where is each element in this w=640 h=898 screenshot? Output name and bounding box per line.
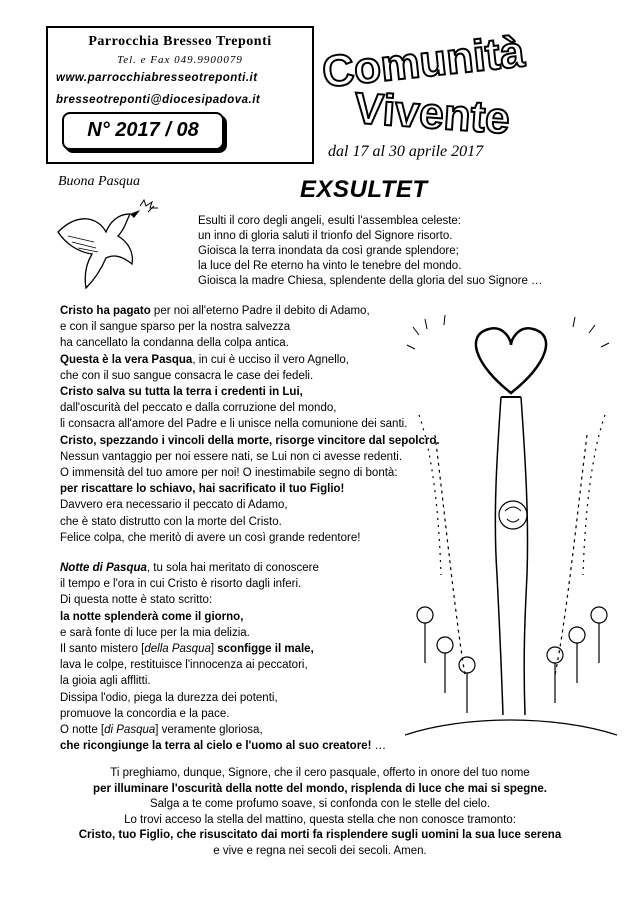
masthead-line1: Comunità bbox=[319, 27, 527, 98]
closing-line: per illuminare l'oscurità della notte del mondo, risplenda di luce che mai si spegne. bbox=[93, 782, 547, 795]
verse-line: Felice colpa, che meritò di avere un così grande redentore! bbox=[60, 531, 361, 544]
verse-line bbox=[60, 303, 460, 319]
verse-text: Il santo mistero [ bbox=[60, 643, 145, 656]
parish-email[interactable]: bresseotreponti@diocesipadova.it bbox=[56, 94, 261, 106]
closing-line: Lo trovi acceso la stella del mattino, questa stella che non conosce tramonto: bbox=[124, 813, 516, 826]
masthead-line2: Vivente bbox=[352, 83, 512, 144]
verse-line: ha cancellato la condanna della colpa antica. bbox=[60, 337, 289, 350]
verse-line: dall'oscurità del peccato e dalla corruzione del mondo, bbox=[60, 402, 337, 415]
date-range: dal 17 al 30 aprile 2017 bbox=[328, 143, 484, 160]
verse-line bbox=[60, 738, 420, 754]
verse-line: per riscattare lo schiavo, hai sacrificato il tuo Figlio! bbox=[60, 483, 345, 496]
closing-prayer bbox=[20, 766, 620, 860]
closing-line: Salga a te come profumo soave, si confonda con le stelle del cielo. bbox=[149, 798, 491, 811]
verse-line: che con il suo sangue consacra le case dei fedeli. bbox=[60, 369, 314, 382]
verse-text: per noi all'eterno Padre il debito di Adamo, bbox=[150, 305, 370, 317]
verse-text: … bbox=[371, 740, 387, 753]
page-title: EXSULTET bbox=[300, 176, 428, 203]
verse-emphasis: Notte di Pasqua bbox=[60, 562, 147, 574]
verse-line: il tempo e l'ora in cui Cristo è risorto dagli inferi. bbox=[60, 578, 302, 591]
verse-emphasis: Questa è la vera Pasqua bbox=[60, 353, 193, 366]
intro-line: Esulti il coro degli angeli, esulti l'assemblea celeste: bbox=[198, 215, 461, 227]
verse-emphasis: Cristo ha pagato bbox=[60, 305, 151, 317]
verse-line: e sarà fonte di luce per la mia delizia. bbox=[60, 626, 250, 639]
intro-verse bbox=[198, 214, 598, 289]
verse-italic: della Pasqua bbox=[144, 643, 211, 656]
verse-line: Dissipa l'odio, piega la durezza dei potenti, bbox=[60, 691, 278, 704]
verse-line bbox=[60, 352, 460, 368]
verse-line: e con il sangue sparso per la nostra salvezza bbox=[60, 321, 291, 334]
verse-line bbox=[60, 641, 420, 657]
exsultet-part1 bbox=[60, 303, 460, 546]
verse-line: promuove la concordia e la pace. bbox=[60, 707, 230, 720]
heart-flame bbox=[476, 328, 546, 393]
verse-line bbox=[60, 560, 420, 576]
verse-line bbox=[60, 722, 420, 738]
verse-text: O notte [ bbox=[60, 724, 105, 737]
parish-phone: Tel. e Fax 049.9900079 bbox=[117, 54, 243, 66]
closing-line: e vive e regna nei secoli dei secoli. Amen. bbox=[213, 844, 427, 857]
verse-line: Davvero era necessario il peccato di Adamo, bbox=[60, 499, 288, 512]
intro-line: un inno di gloria saluti il trionfo del Signore risorto. bbox=[198, 230, 453, 242]
verse-emphasis: che ricongiunge la terra al cielo e l'uomo al suo creatore! bbox=[60, 740, 372, 753]
verse-line: Nessun vantaggio per noi essere nati, se Lui non ci avesse redenti. bbox=[60, 450, 403, 463]
intro-line: la luce del Re eterno ha vinto le tenebre del mondo. bbox=[198, 260, 462, 272]
dove-icon bbox=[48, 192, 168, 292]
verse-line: Di questa notte è stato scritto: bbox=[60, 594, 213, 607]
verse-line: la notte splenderà come il giorno, bbox=[60, 610, 244, 623]
closing-line: Cristo, tuo Figlio, che risuscitato dai morti fa risplendere sugli uomini la sua luce serena bbox=[78, 829, 562, 842]
parish-website[interactable]: www.parrocchiabresseotreponti.it bbox=[56, 72, 258, 84]
verse-line: Cristo, spezzando i vincoli della morte, risorge vincitore dal sepolcro. bbox=[60, 434, 440, 447]
verse-emphasis: sconfigge il male, bbox=[217, 643, 314, 656]
parish-name: Parrocchia Bresseo Treponti bbox=[88, 34, 272, 49]
easter-candle-illustration bbox=[405, 315, 617, 747]
intro-line: Gioisca la madre Chiesa, splendente della gloria del suo Signore … bbox=[198, 275, 543, 287]
exsultet-part2 bbox=[60, 560, 420, 754]
verse-italic: di Pasqua bbox=[104, 724, 156, 737]
verse-text: ] bbox=[210, 643, 218, 656]
intro-line: Gioisca la terra inondata da così grande splendore; bbox=[198, 245, 459, 257]
verse-line: Cristo salva su tutta la terra i credenti in Lui, bbox=[60, 386, 303, 399]
verse-line: li consacra all'amore del Padre e li unisce nella comunione dei santi. bbox=[60, 418, 408, 431]
issue-number: N° 2017 / 08 bbox=[87, 119, 199, 141]
verse-line: lava le colpe, restituisce l'innocenza ai peccatori, bbox=[60, 659, 308, 672]
greeting: Buona Pasqua bbox=[58, 174, 141, 189]
verse-text: , tu sola hai meritato di conoscere bbox=[146, 562, 319, 574]
verse-line: la gioia agli afflitti. bbox=[60, 675, 151, 688]
verse-text: , in cui è ucciso il vero Agnello, bbox=[192, 353, 349, 366]
verse-line: che è stato distrutto con la morte del Cristo. bbox=[60, 515, 282, 528]
verse-line: O immensità del tuo amore per noi! O inestimabile segno di bontà: bbox=[60, 467, 398, 480]
masthead-title bbox=[318, 22, 580, 147]
verse-text: ] veramente gloriosa, bbox=[155, 724, 263, 737]
closing-line: Ti preghiamo, dunque, Signore, che il cero pasquale, offerto in onore del tuo nome bbox=[110, 767, 530, 779]
issue-number-box bbox=[62, 112, 224, 150]
